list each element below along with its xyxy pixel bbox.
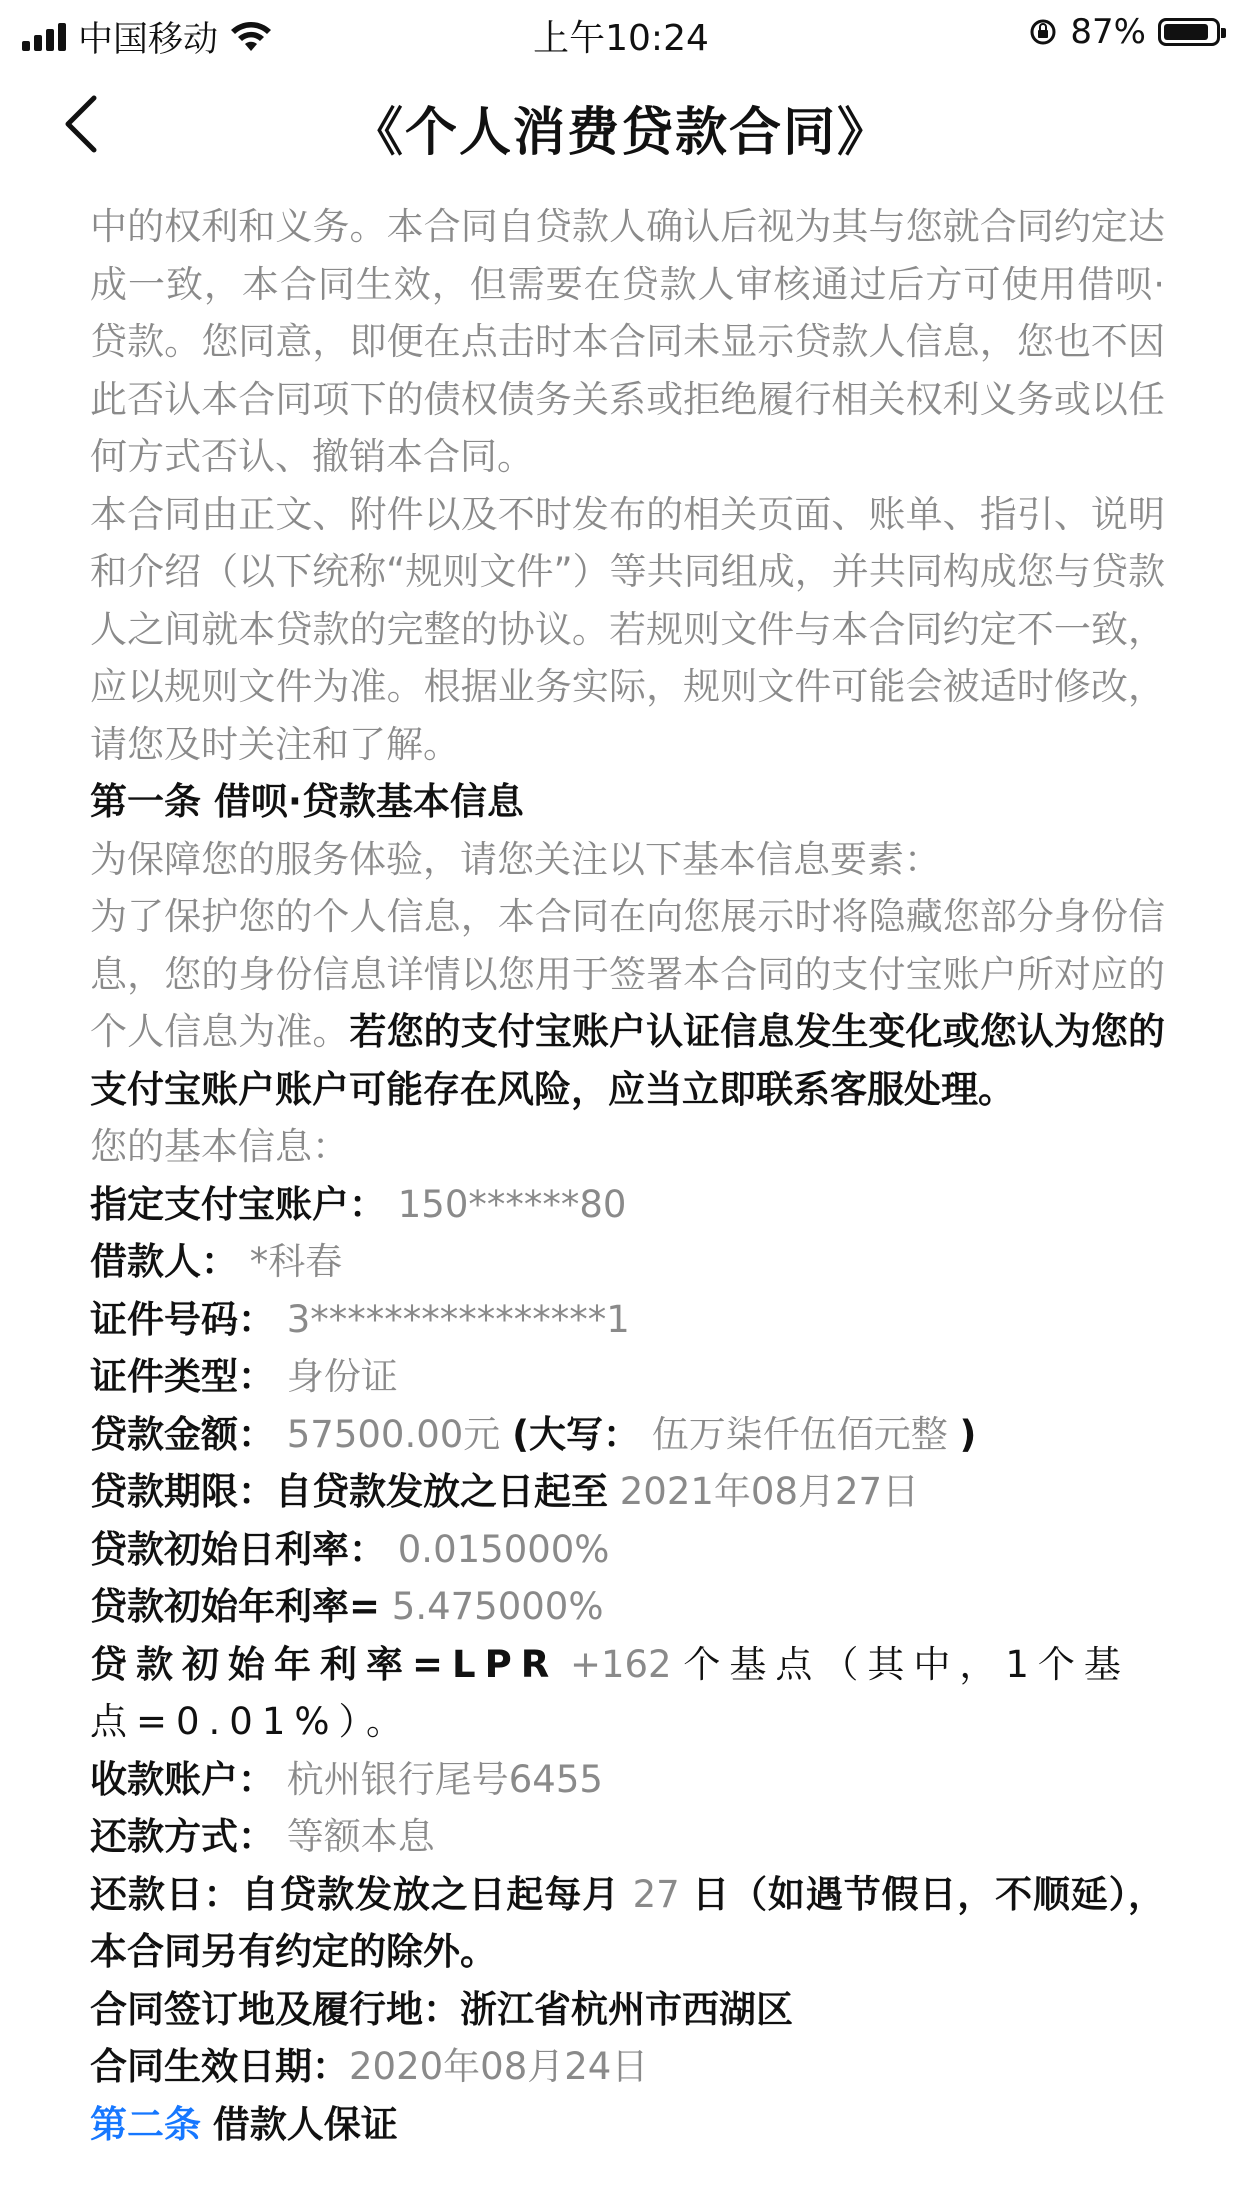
- basic-info-label: 您的基本信息：: [90, 1125, 349, 1168]
- borrower-label: 借款人：: [90, 1240, 238, 1283]
- lpr-row: [90, 1636, 1165, 1751]
- lpr-label: 贷款初始年利率=LPR: [90, 1642, 559, 1686]
- contract-body: [90, 198, 1165, 2153]
- payee-value: 杭州银行尾号6455: [286, 1757, 603, 1801]
- repay-method-value: 等额本息: [286, 1815, 435, 1858]
- article-2-title: 借款人保证: [212, 2102, 398, 2146]
- borrower-value: *科春: [249, 1240, 343, 1283]
- lpr-value: +162: [569, 1642, 672, 1686]
- page-title: 《个人消费贷款合同》: [350, 103, 891, 163]
- lpr-suffix: 个基点（其中，1个基点=0.01%）。: [90, 1642, 1130, 1743]
- repay-day-label: 还款日：自贷款发放之日起每月: [90, 1872, 620, 1916]
- account-value: 150******80: [397, 1182, 627, 1226]
- daily-rate-row: [90, 1521, 1165, 1579]
- status-bar: [0, 0, 1242, 62]
- amount-caps-label: (大写：: [512, 1412, 640, 1456]
- payee-row: [90, 1751, 1165, 1809]
- id-type-label: 证件类型：: [90, 1355, 275, 1398]
- battery-fill: [1164, 24, 1208, 40]
- term-row: [90, 1463, 1165, 1521]
- amount-row: [90, 1406, 1165, 1464]
- daily-rate-value: 0.015000%: [397, 1527, 610, 1571]
- repay-method-row: [90, 1808, 1165, 1866]
- article-2-heading: [90, 2096, 1165, 2154]
- account-label: 指定支付宝账户：: [90, 1182, 386, 1226]
- effective-date-value: 2020年08月24日: [349, 2045, 649, 2088]
- amount-caps-close: ): [959, 1412, 977, 1456]
- repay-method-label: 还款方式：: [90, 1815, 275, 1858]
- repay-day-row: [90, 1866, 1165, 1981]
- annual-rate-row: [90, 1578, 1165, 1636]
- nav-bar: [0, 62, 1242, 186]
- status-time: 上午10:24: [533, 18, 709, 59]
- privacy-notice-text: 为了保护您的个人信息，本合同在向您展示时将隐藏您部分身份信息，您的身份信息详情以您用于签署本合同的支付宝账户所对应的个人信息为准。: [90, 895, 1165, 1053]
- amount-caps-value: 伍万柒仟伍佰元整: [651, 1412, 948, 1456]
- status-right: [1028, 12, 1220, 52]
- effective-date-row: [90, 2038, 1165, 2096]
- id-number-value: 3****************1: [286, 1297, 630, 1341]
- account-row: [90, 1176, 1165, 1234]
- amount-value: 57500.00元: [286, 1412, 501, 1456]
- battery-icon: [1158, 18, 1220, 46]
- term-label: 贷款期限：自贷款发放之日起至: [90, 1470, 608, 1513]
- payee-label: 收款账户：: [90, 1757, 275, 1801]
- id-number-label: 证件号码：: [90, 1297, 275, 1341]
- daily-rate-label: 贷款初始日利率：: [90, 1527, 386, 1571]
- id-number-row: [90, 1291, 1165, 1349]
- place-label: 合同签订地及履行地：: [90, 1987, 460, 2031]
- repay-day-suffix: 日（如遇节假日，不顺延），本合同另有约定的除外。: [90, 1872, 1166, 1973]
- service-notice: 为保障您的服务体验，请您关注以下基本信息要素：: [90, 837, 941, 881]
- intro-paragraph-1: 中的权利和义务。本合同自贷款人确认后视为其与您就合同约定达成一致，本合同生效，但需要在贷款人审核通过后方可使用借呗·贷款。您同意，即便在点击时本合同未显示贷款人信息，您也不因此否认本合同项下的债权债务关系或拒绝履行相关权利义务或以任何方式否认、撤销本合同。: [90, 205, 1165, 478]
- place-value: 浙江省杭州市西湖区: [460, 1987, 793, 2031]
- effective-date-label: 合同生效日期：: [90, 2045, 349, 2088]
- id-type-row: [90, 1348, 1165, 1406]
- carrier-label: 中国移动: [78, 20, 219, 60]
- term-value: 2021年08月27日: [619, 1470, 920, 1513]
- amount-label: 贷款金额：: [90, 1412, 275, 1456]
- place-row: [90, 1981, 1165, 2039]
- battery-percent: 87%: [1070, 12, 1146, 52]
- article-2-link[interactable]: 第二条: [90, 2102, 201, 2146]
- repay-day-value: 27: [632, 1872, 680, 1916]
- intro-paragraph-2: 本合同由正文、附件以及不时发布的相关页面、账单、指引、说明和介绍（以下统称“规则文件”）等共同组成，并共同构成您与贷款人之间就本贷款的完整的协议。若规则文件与本合同约定不一致，应以规则文件为准。根据业务实际，规则文件可能会被适时修改，请您及时关注和了解。: [90, 492, 1165, 766]
- orientation-lock-icon: [1028, 17, 1058, 47]
- borrower-row: [90, 1233, 1165, 1291]
- annual-rate-value: 5.475000%: [391, 1585, 604, 1628]
- id-type-value: 身份证: [286, 1355, 398, 1398]
- article-1-heading: 第一条 借呗·贷款基本信息: [90, 780, 524, 823]
- privacy-warning-text: 若您的支付宝账户认证信息发生变化或您认为您的支付宝账户账户可能存在风险，应当立即联系客服处理。: [90, 1010, 1165, 1111]
- annual-rate-label: 贷款初始年利率=: [90, 1585, 381, 1628]
- privacy-notice: [90, 888, 1165, 1118]
